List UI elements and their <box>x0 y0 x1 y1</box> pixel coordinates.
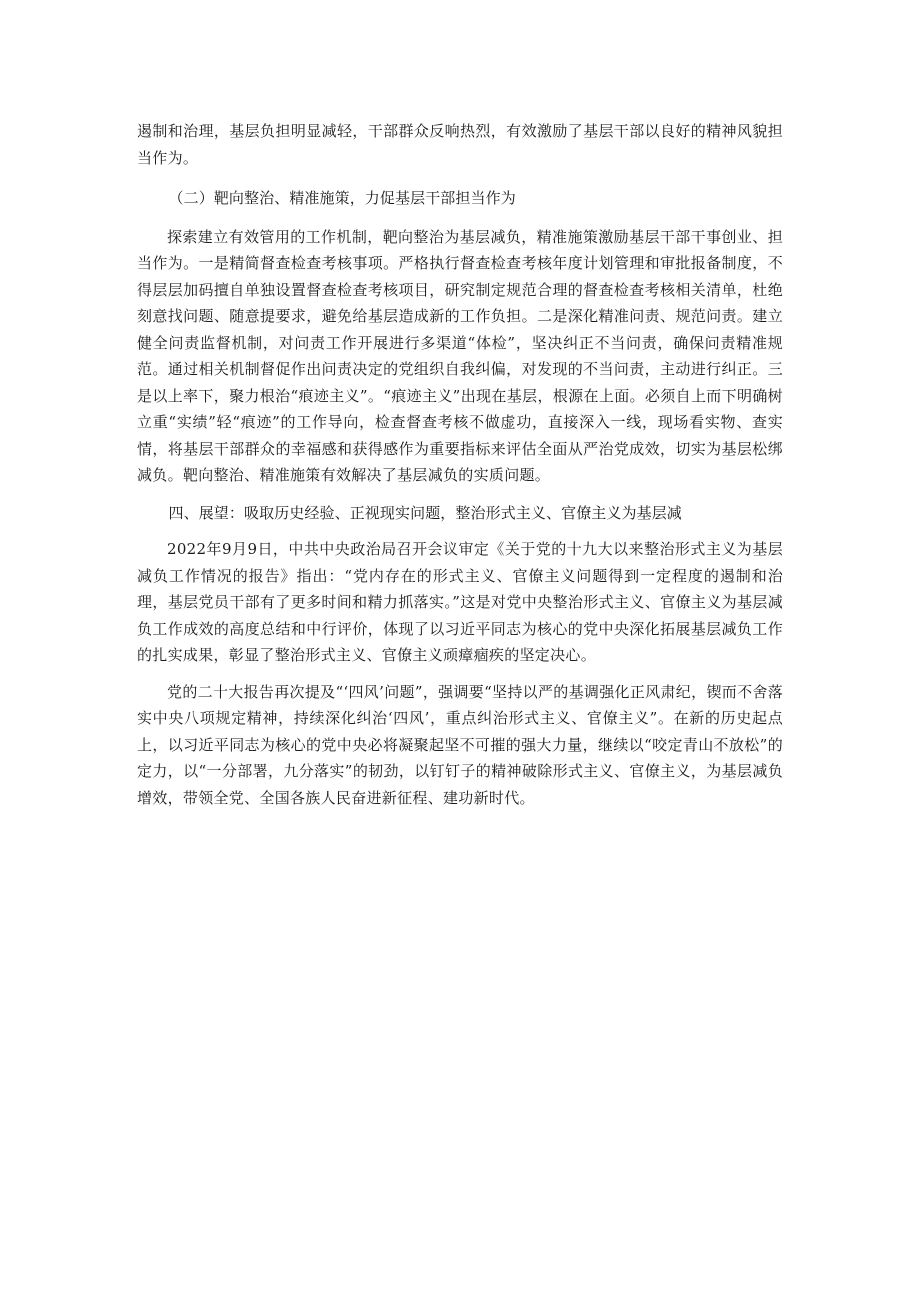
section-4-paragraph-b: 党的二十大报告再次提及“‘四风’问题”，强调要“坚持以严的基调强化正风肃纪，锲而不舍落实中央八项规定精神，持续深化纠治‘四风’，重点纠治形式主义、官僚主义”。在新的历史起点上，以习近平同志为核心的党中央必将凝聚起坚不可摧的强大力量，继续以“咬定青山不放松”的定力，以“一分部署，九分落实”的韧劲，以钉钉子的精神破除形式主义、官僚主义，为基层减负增效，带领全党、全国各族人民奋进新征程、建功新时代。 <box>137 682 783 807</box>
document-body <box>137 118 783 811</box>
spacer <box>137 171 783 185</box>
section-2-paragraph: 探索建立有效管用的工作机制，靶向整治为基层减负，精准施策激励基层干部干事创业、担当作为。一是精简督查检查考核事项。严格执行督查检查考核年度计划管理和审批报备制度，不得层层加码擅自单独设置督查检查考核项目，研究制定规范合理的督查检查考核相关清单，杜绝刻意找问题、随意提要求，避免给基层造成新的工作负担。二是深化精准问责、规范问责。建立健全问责监督机制，对问责工作开展进行多渠道“体检”，坚决纠正不当问责，确保问责精准规范。通过相关机制督促作出问责决定的党组织自我纠偏，对发现的不当问责，主动进行纠正。三是以上率下，聚力根治“痕迹主义”。“痕迹主义”出现在基层，根源在上面。必须自上而下明确树立重“实绩”轻“痕迹”的工作导向，检查督查考核不做虚功，直接深入一线，现场看实物、查实情，将基层干部群众的幸福感和获得感作为重要指标来评估全面从严治党成效，切实为基层松绑减负。靶向整治、精准施策有效解决了基层减负的实质问题。 <box>137 227 783 484</box>
section-4-heading: 四、展望：吸取历史经验、正视现实问题，整治形式主义、官僚主义为基层减 <box>168 503 682 522</box>
spacer <box>137 212 783 224</box>
spacer <box>137 669 783 679</box>
spacer <box>137 489 783 500</box>
section-4-paragraph-a: 2022年9月9日，中共中央政治局召开会议审定《关于党的十九大以来整治形式主义为基层减负工作情况的报告》指出：“党内存在的形式主义、官僚主义问题得到一定程度的遏制和治理，基层党员干部有了更多时间和精力抓落实。”这是对党中央整治形式主义、官僚主义为基层减负工作成效的高度总结和中行评价，体现了以习近平同志为核心的党中央深化拓展基层减负工作的扎实成果，彰显了整治形式主义、官僚主义顽瘴痼疾的坚定决心。 <box>137 540 783 664</box>
spacer <box>137 526 783 536</box>
section-2-heading: （二）靶向整治、精准施策，力促基层干部担当作为 <box>168 189 516 207</box>
paragraph-intro-tail: 遏制和治理，基层负担明显减轻，干部群众反响热烈，有效激励了基层干部以良好的精神风貌担当作为。 <box>137 122 783 167</box>
